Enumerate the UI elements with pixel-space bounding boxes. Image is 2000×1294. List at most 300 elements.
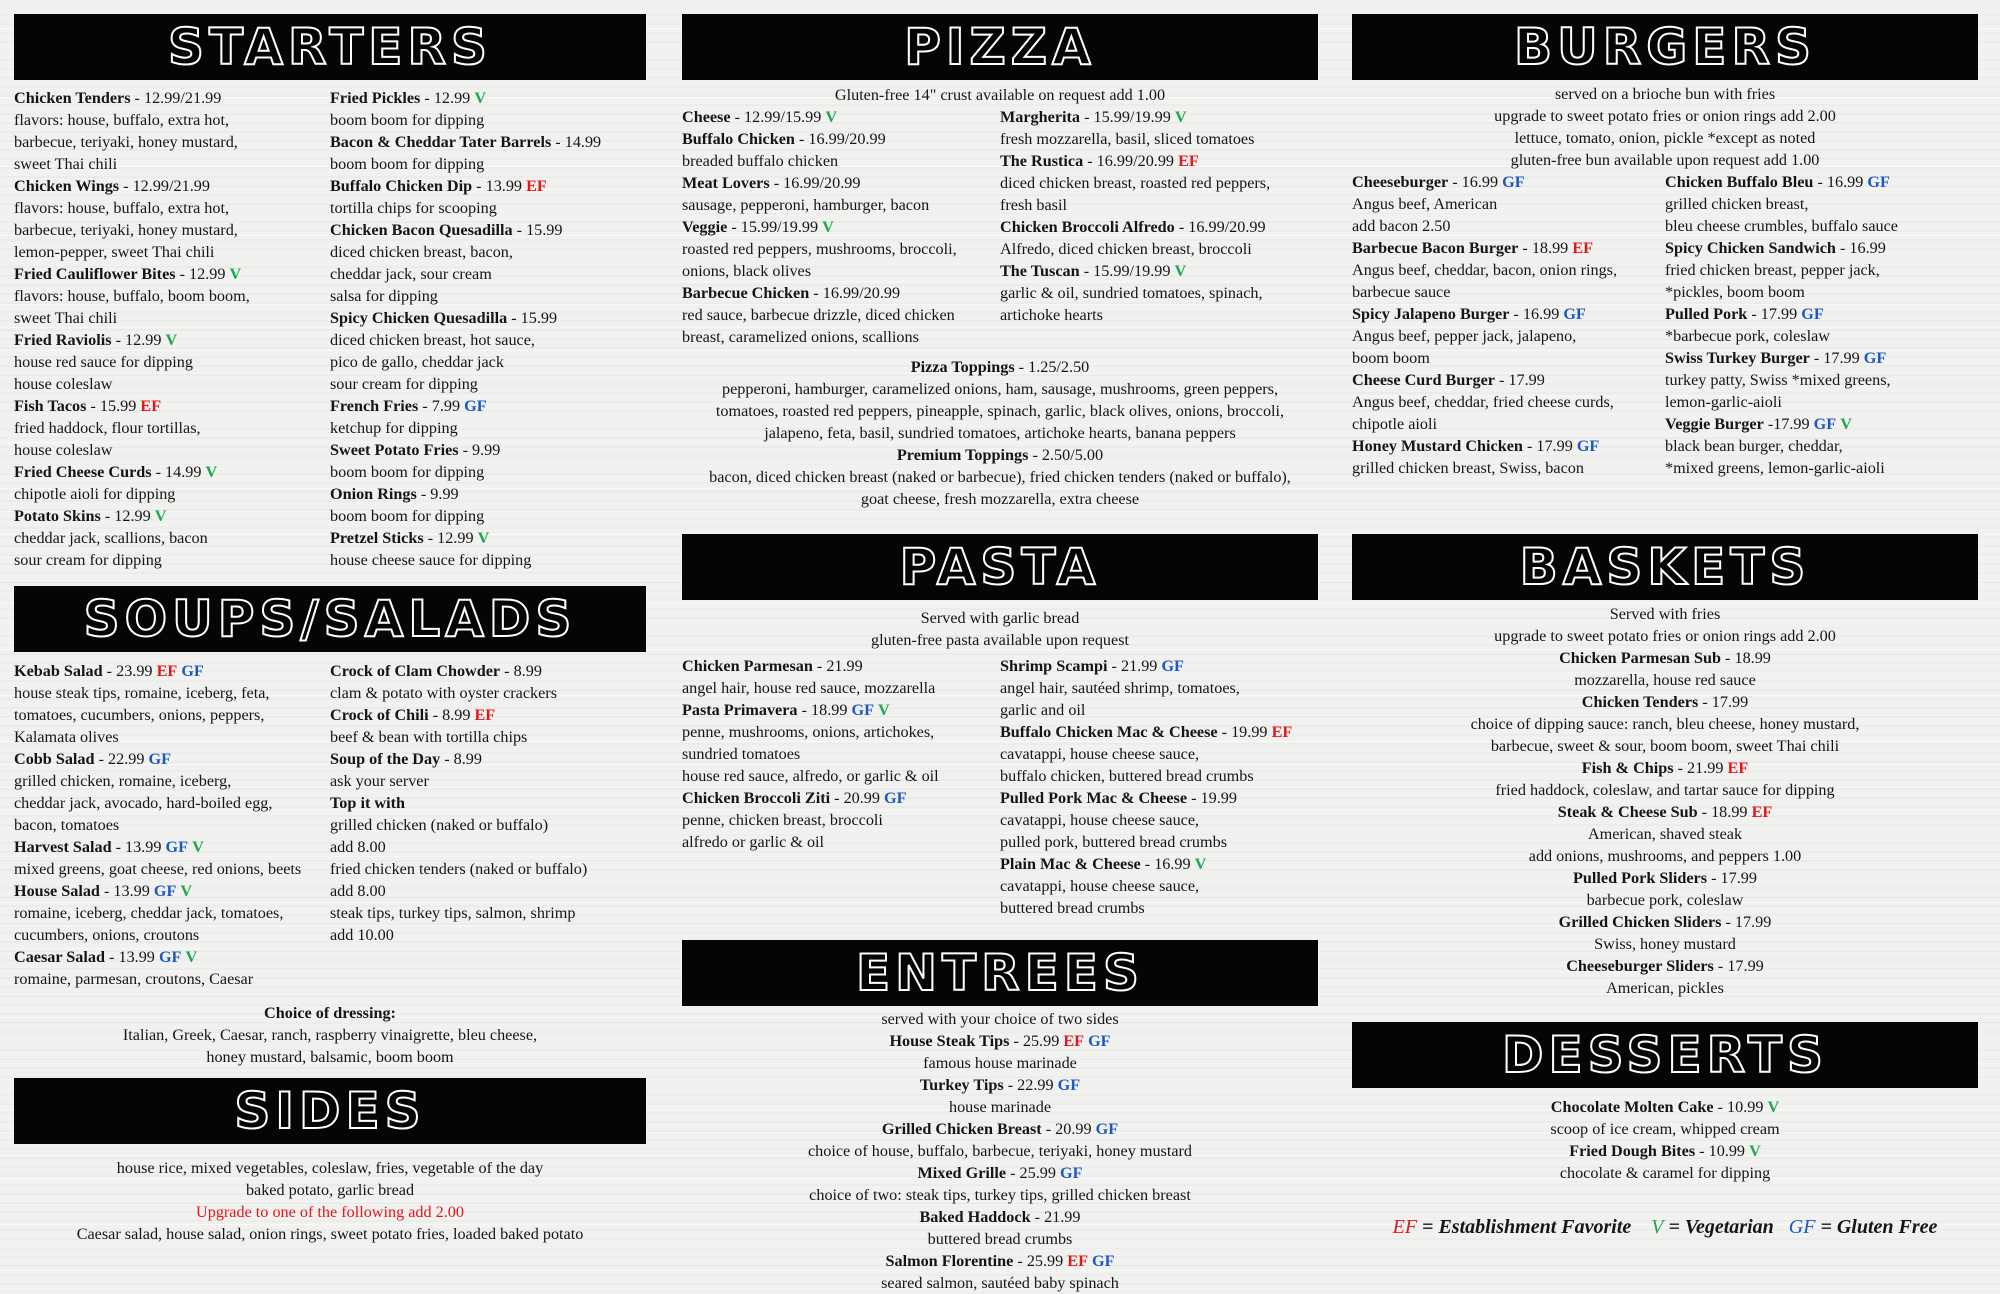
menu-item-description: flavors: house, buffalo, extra hot, [14, 111, 230, 129]
menu-item-price: - 16.99/20.99 [1174, 218, 1266, 236]
menu-item [1665, 303, 1978, 347]
menu-item-price: - 18.99 [1518, 239, 1569, 257]
menu-item-name: Grilled Chicken Sliders [1558, 913, 1722, 931]
menu-item-description: boom boom for dipping [330, 507, 485, 525]
menu-item [682, 128, 1000, 172]
menu-item [330, 219, 646, 307]
sides-upgrade-items: Caesar salad, house salad, onion rings, sweet potato fries, loaded baked potato [76, 1225, 584, 1243]
menu-item-price: - 16.99 [1448, 173, 1499, 191]
menu-item-heading [1665, 237, 1978, 259]
dietary-tag: V [878, 701, 890, 719]
starters-title: STARTERS [168, 18, 492, 76]
menu-item-description: onions, black olives [682, 262, 812, 280]
menu-item-heading [14, 505, 330, 527]
menu-item [1000, 150, 1318, 216]
dietary-tag: GF [1863, 349, 1887, 367]
menu-item-price: - 21.99 [812, 657, 863, 675]
dietary-tag: EF [140, 397, 162, 415]
menu-item-description: scoop of ice cream, whipped cream [1550, 1120, 1780, 1138]
menu-item-description: *mixed greens, lemon-garlic-aioli [1665, 459, 1885, 477]
menu-item-price: - 17.99 [1698, 693, 1749, 711]
menu-item-name: Veggie [682, 218, 728, 236]
menu-item-description: flavors: house, buffalo, extra hot, [14, 199, 230, 217]
menu-item-heading [330, 704, 646, 726]
pizza-section [682, 106, 1318, 348]
menu-item [682, 655, 1000, 699]
menu-item-heading [1352, 647, 1978, 669]
menu-item-description: house red sauce, alfredo, or garlic & oil [682, 767, 939, 785]
menu-item-name: Baked Haddock [919, 1208, 1031, 1226]
menu-item-name: Steak & Cheese Sub [1557, 803, 1698, 821]
menu-item-price: - 15.99 [86, 397, 137, 415]
dietary-tag: GF [1088, 1032, 1111, 1050]
menu-item-description: grilled chicken (naked or buffalo) [330, 816, 549, 834]
dietary-tag: GF [1801, 305, 1824, 323]
menu-item-heading [1352, 691, 1978, 713]
menu-item-price: - 8.99 [428, 706, 471, 724]
menu-item-price: - 23.99 [102, 662, 153, 680]
menu-item-name: Salmon Florentine [885, 1252, 1014, 1270]
menu-item [1352, 303, 1665, 369]
dietary-tag: GF [148, 750, 171, 768]
menu-item-description: buttered bread crumbs [927, 1230, 1073, 1248]
menu-item [682, 1030, 1318, 1074]
dietary-tag: EF [1067, 1252, 1088, 1270]
menu-item-name: House Salad [14, 882, 100, 900]
menu-item-description: house coleslaw [14, 441, 113, 459]
menu-item-heading [682, 655, 1000, 677]
menu-item-heading [14, 880, 330, 902]
menu-item [330, 704, 646, 748]
menu-item-description: American, pickles [1606, 979, 1724, 997]
menu-item-description: tomatoes, cucumbers, onions, peppers, [14, 706, 265, 724]
menu-item-description: chipotle aioli for dipping [14, 485, 176, 503]
menu-item [1665, 237, 1978, 303]
dietary-tag: V [822, 218, 834, 236]
dietary-tag: EF [474, 706, 496, 724]
menu-item-description: diced chicken breast, hot sauce, [330, 331, 535, 349]
dietary-tag: GF [165, 838, 189, 856]
desserts-title: DESSERTS [1502, 1026, 1828, 1084]
burgers-notes [1352, 83, 1978, 171]
dietary-tag: GF [158, 948, 182, 966]
menu-item [1352, 171, 1665, 237]
menu-item-price: - 21.99 [1107, 657, 1158, 675]
menu-item-price: - 20.99 [1041, 1120, 1092, 1138]
menu-item-price: - 7.99 [418, 397, 461, 415]
soups-left-list [14, 660, 330, 990]
menu-item-heading [14, 748, 330, 770]
menu-item-description: choice of house, buffalo, barbecue, teriyaki, honey mustard [807, 1142, 1193, 1160]
dietary-tag: GF [1502, 173, 1525, 191]
menu-item-description: lemon-pepper, sweet Thai chili [14, 243, 215, 261]
menu-item-description: house steak tips, romaine, iceberg, feta, [14, 684, 270, 702]
menu-item [14, 175, 330, 263]
premium-line: goat cheese, fresh mozzarella, extra cheese [860, 490, 1140, 508]
menu-item-heading [330, 395, 646, 417]
menu-item-description: sundried tomatoes [682, 745, 801, 763]
menu-item-description: famous house marinade [923, 1054, 1077, 1072]
menu-item-description: flavors: house, buffalo, boom boom, [14, 287, 250, 305]
menu-item [14, 946, 330, 990]
toppings-price: - 1.25/2.50 [1014, 358, 1090, 376]
dietary-tag: GF [851, 701, 874, 719]
menu-item-heading [330, 175, 646, 197]
menu-item-heading [1352, 303, 1665, 325]
menu-item-price: - 16.99 [1140, 855, 1191, 873]
menu-item-heading [682, 216, 1000, 238]
baskets-section [1352, 603, 1978, 999]
menu-item-heading [330, 748, 646, 770]
menu-item-description: add 8.00 [330, 838, 386, 856]
dietary-tag: V [192, 838, 204, 856]
menu-item-heading [682, 1250, 1318, 1272]
starters-left-list [14, 87, 330, 571]
menu-item-name: Barbecue Chicken [682, 284, 810, 302]
menu-item-price: - 12.99/21.99 [119, 177, 210, 195]
menu-item-name: Sweet Potato Fries [330, 441, 459, 459]
menu-item [330, 792, 646, 946]
burgers-note: lettuce, tomato, onion, pickle *except as noted [1514, 129, 1816, 147]
menu-item-name: Meat Lovers [682, 174, 770, 192]
entrees-section [682, 1008, 1318, 1294]
menu-item [330, 527, 646, 571]
menu-item-heading [1352, 911, 1978, 933]
dietary-tag: V [1749, 1142, 1761, 1160]
menu-item-heading [1352, 237, 1665, 259]
menu-item [14, 880, 330, 946]
menu-item [14, 87, 330, 175]
starters-section [14, 87, 646, 571]
menu-item-name: Chicken Parmesan [682, 657, 813, 675]
menu-item [330, 483, 646, 527]
menu-item-description: cucumbers, onions, croutons [14, 926, 200, 944]
baskets-banner [1352, 534, 1978, 600]
menu-item-name: Chocolate Molten Cake [1550, 1098, 1714, 1116]
menu-item-heading [1352, 369, 1665, 391]
menu-item-price: - 13.99 [111, 838, 162, 856]
burgers-left-list [1352, 171, 1665, 479]
menu-item-price: - 12.99 [420, 89, 471, 107]
menu-item-description: boom boom for dipping [330, 111, 485, 129]
burgers-section [1352, 171, 1978, 479]
menu-item-name: French Fries [330, 397, 419, 415]
menu-item-name: Harvest Salad [14, 838, 112, 856]
menu-item-name: Cheese [682, 108, 731, 126]
menu-item-description: diced chicken breast, roasted red peppers, [1000, 174, 1271, 192]
menu-item [682, 1250, 1318, 1294]
menu-item-heading [330, 219, 646, 241]
menu-item [1000, 787, 1318, 853]
menu-item-name: Cobb Salad [14, 750, 95, 768]
menu-item-description: bacon, tomatoes [14, 816, 120, 834]
menu-item-description: pico de gallo, cheddar jack [330, 353, 504, 371]
menu-item-name: Margherita [1000, 108, 1081, 126]
pizza-right-list [1000, 106, 1318, 348]
menu-item [1665, 171, 1978, 237]
menu-item-name: Chicken Broccoli Ziti [682, 789, 831, 807]
menu-item [1352, 647, 1978, 691]
menu-item [682, 787, 1000, 853]
menu-item-price: - 10.99 [1695, 1142, 1746, 1160]
dietary-tag: V [185, 948, 198, 966]
menu-item-heading [14, 946, 330, 968]
menu-item-description: grilled chicken breast, [1665, 195, 1809, 213]
menu-item-price: - 13.99 [472, 177, 523, 195]
menu-item-description: house red sauce for dipping [14, 353, 193, 371]
menu-item-name: Pulled Pork Sliders [1573, 869, 1708, 887]
sides-line: baked potato, garlic bread [245, 1181, 415, 1199]
menu-item [682, 216, 1000, 282]
dietary-tag: V [1767, 1098, 1780, 1116]
burgers-note: served on a brioche bun with fries [1554, 85, 1776, 103]
menu-item-description: beef & bean with tortilla chips [330, 728, 528, 746]
menu-item-description: grilled chicken breast, Swiss, bacon [1352, 459, 1584, 477]
menu-item [14, 329, 330, 395]
menu-item [1665, 347, 1978, 413]
menu-item-price: - 16.99/20.99 [809, 284, 901, 302]
menu-item-description: black bean burger, cheddar, [1665, 437, 1843, 455]
entrees-note: served with your choice of two sides [881, 1010, 1119, 1028]
menu-item-heading [682, 1206, 1318, 1228]
dietary-tag: GF [1060, 1164, 1083, 1182]
burgers-note: gluten-free bun available upon request add 1.00 [1510, 151, 1820, 169]
menu-item [1352, 1096, 1978, 1140]
menu-item-name: Spicy Jalapeno Burger [1352, 305, 1510, 323]
menu-item-description: add 10.00 [330, 926, 394, 944]
starters-banner [14, 14, 646, 80]
menu-item-heading [1000, 150, 1318, 172]
pizza-left-list [682, 106, 1000, 348]
menu-item-heading [1000, 721, 1318, 743]
menu-item-description: barbecue, sweet & sour, boom boom, sweet Thai chili [1490, 737, 1840, 755]
menu-item-name: Chicken Tenders [1581, 693, 1699, 711]
menu-item-name: Chicken Parmesan Sub [1559, 649, 1721, 667]
menu-item-description: romaine, iceberg, cheddar jack, tomatoes, [14, 904, 284, 922]
legend [1352, 1216, 1978, 1239]
menu-item-description: barbecue sauce [1352, 283, 1451, 301]
menu-item-description: house coleslaw [14, 375, 113, 393]
menu-item-heading [1352, 867, 1978, 889]
menu-item-heading [682, 172, 1000, 194]
dietary-tag: GF [1576, 437, 1600, 455]
dietary-tag: EF [1727, 759, 1749, 777]
menu-item [330, 748, 646, 792]
menu-item-price: -17.99 [1763, 415, 1810, 433]
menu-item-description: garlic and oil [1000, 701, 1086, 719]
dietary-tag: V [1840, 415, 1852, 433]
menu-item-name: Chicken Buffalo Bleu [1665, 173, 1814, 191]
menu-item-name: Mixed Grille [917, 1164, 1007, 1182]
menu-item-price: - 17.99 [1522, 437, 1573, 455]
menu-item-price: - 14.99 [551, 133, 602, 151]
menu-item-heading [1352, 435, 1665, 457]
menu-item-heading [1665, 303, 1978, 325]
dietary-tag: GF [1563, 305, 1586, 323]
menu-item [14, 836, 330, 880]
menu-item [1000, 655, 1318, 721]
baskets-title: BASKETS [1519, 538, 1811, 596]
dressing-line: honey mustard, balsamic, boom boom [206, 1048, 454, 1066]
menu-item-name: Veggie Burger [1665, 415, 1764, 433]
menu-item-description: penne, chicken breast, broccoli [682, 811, 883, 829]
pasta-note: gluten-free pasta available upon request [871, 631, 1129, 649]
menu-item-price: - 13.99 [99, 882, 150, 900]
menu-item-description: ask your server [330, 772, 429, 790]
menu-item-price: - 18.99 [1697, 803, 1748, 821]
burgers-note: upgrade to sweet potato fries or onion rings add 2.00 [1494, 107, 1836, 125]
menu-item-description: turkey patty, Swiss *mixed greens, [1665, 371, 1891, 389]
dietary-tag: V [180, 882, 193, 900]
dietary-tag: GF [1095, 1120, 1119, 1138]
menu-item-name: Bacon & Cheddar Tater Barrels [330, 133, 552, 151]
dietary-tag: V [1174, 262, 1187, 280]
toppings-line: jalapeno, feta, basil, sundried tomatoes, artichoke hearts, banana peppers [764, 424, 1236, 442]
menu-item-price: - 22.99 [94, 750, 145, 768]
menu-item-description: angel hair, sautéed shrimp, tomatoes, [1000, 679, 1240, 697]
menu-item-description: add bacon 2.50 [1352, 217, 1451, 235]
menu-item-heading [1352, 1140, 1978, 1162]
menu-item-description: salsa for dipping [330, 287, 438, 305]
menu-item-name: Pretzel Sticks [330, 529, 424, 547]
menu-item-heading [14, 329, 330, 351]
menu-item [14, 263, 330, 329]
menu-item-name: Barbecue Bacon Burger [1352, 239, 1519, 257]
menu-item [330, 439, 646, 483]
menu-item-description: penne, mushrooms, onions, artichokes, [682, 723, 935, 741]
menu-item-description: chocolate & caramel for dipping [1559, 1164, 1771, 1182]
baskets-note: upgrade to sweet potato fries or onion rings add 2.00 [1494, 627, 1836, 645]
menu-item-name: Grilled Chicken Breast [881, 1120, 1042, 1138]
sides-section [14, 1157, 646, 1245]
menu-item [1352, 955, 1978, 999]
menu-item-name: Swiss Turkey Burger [1665, 349, 1810, 367]
pasta-note: Served with garlic bread [920, 609, 1080, 627]
menu-item-description: mozzarella, house red sauce [1574, 671, 1756, 689]
menu-item [682, 699, 1000, 787]
menu-item-price: - 16.99/20.99 [1083, 152, 1175, 170]
menu-item-description: fried haddock, coleslaw, and tartar sauce for dipping [1495, 781, 1835, 799]
menu-item-name: Fish & Chips [1581, 759, 1674, 777]
menu-item-price: - 8.99 [440, 750, 482, 768]
menu-item-heading [682, 787, 1000, 809]
menu-item-description: alfredo or garlic & oil [682, 833, 825, 851]
menu-item-heading [1000, 655, 1318, 677]
menu-item-heading [330, 660, 646, 682]
sides-banner [14, 1078, 646, 1144]
menu-item-name: Buffalo Chicken [682, 130, 795, 148]
menu-item-description: angel hair, house red sauce, mozzarella [682, 679, 936, 697]
menu-item-description: breast, caramelized onions, scallions [682, 328, 919, 346]
menu-item-description: lemon-garlic-aioli [1665, 393, 1782, 411]
menu-item [330, 175, 646, 219]
menu-item-name: Pulled Pork [1665, 305, 1748, 323]
menu-item-heading [330, 131, 646, 153]
menu-item-heading [14, 395, 330, 417]
dietary-tag: V [205, 463, 218, 481]
menu-item-description: sweet Thai chili [14, 309, 118, 327]
legend-gf-text: = Gluten Free [1815, 1216, 1938, 1238]
menu-item-name: Turkey Tips [919, 1076, 1004, 1094]
legend-gf-tag: GF [1788, 1216, 1816, 1238]
menu-item-price: - 16.99 [1813, 173, 1864, 191]
legend-v-tag: V [1651, 1216, 1664, 1238]
menu-item-description: house cheese sauce for dipping [330, 551, 532, 569]
menu-item-description: seared salmon, sautéed baby spinach [881, 1274, 1119, 1292]
menu-item-description: fried chicken breast, pepper jack, [1665, 261, 1880, 279]
premium-name: Premium Toppings [896, 446, 1029, 464]
menu-item-name: Fried Cauliflower Bites [14, 265, 176, 283]
menu-item-heading [682, 699, 1000, 721]
menu-item-price: - 25.99 [1009, 1032, 1060, 1050]
menu-item-price: - 15.99/19.99 [727, 218, 819, 236]
menu-item-heading [14, 461, 330, 483]
menu-item-name: Crock of Clam Chowder [330, 662, 501, 680]
sides-upgrade: Upgrade to one of the following add 2.00 [196, 1203, 464, 1221]
dietary-tag: GF [1813, 415, 1837, 433]
menu-item-price: - 10.99 [1713, 1098, 1764, 1116]
menu-item-description: fried haddock, flour tortillas, [14, 419, 201, 437]
menu-item-description: choice of two: steak tips, turkey tips, grilled chicken breast [809, 1186, 1191, 1204]
column-right [1352, 0, 1978, 1238]
menu-item-description: mixed greens, goat cheese, red onions, beets [14, 860, 302, 878]
menu-item-name: Chicken Broccoli Alfredo [1000, 218, 1175, 236]
menu-item-heading [1352, 757, 1978, 779]
menu-item [330, 131, 646, 175]
menu-item [1352, 867, 1978, 911]
menu-item-description: add 8.00 [330, 882, 386, 900]
menu-item-price: - 18.99 [1721, 649, 1771, 667]
menu-item-name: Potato Skins [14, 507, 101, 525]
menu-item-price: - 12.99 [111, 331, 162, 349]
menu-item-price: - 17.99 [1809, 349, 1860, 367]
menu-item-price: - 17.99 [1707, 869, 1757, 887]
menu-item-heading [1665, 171, 1978, 193]
menu-item-price: - 21.99 [1030, 1208, 1081, 1226]
pasta-banner [682, 534, 1318, 600]
baskets-note: Served with fries [1609, 605, 1721, 623]
toppings-line: pepperoni, hamburger, caramelized onions, ham, sausage, mushrooms, green peppers, [721, 380, 1278, 398]
dietary-tag: EF [526, 177, 547, 195]
menu-item-description: pulled pork, buttered bread crumbs [1000, 833, 1228, 851]
menu-item-name: The Tuscan [1000, 262, 1080, 280]
menu-item-name: House Steak Tips [889, 1032, 1010, 1050]
menu-item-name: Fried Dough Bites [1569, 1142, 1696, 1160]
menu-item-price: - 15.99/19.99 [1080, 108, 1171, 126]
menu-item-heading [682, 1030, 1318, 1052]
menu-item-description: barbecue pork, coleslaw [1586, 891, 1744, 909]
menu-item-price: - 21.99 [1673, 759, 1724, 777]
menu-item-name: Fried Cheese Curds [14, 463, 152, 481]
menu-item [14, 748, 330, 836]
menu-item [1000, 216, 1318, 260]
menu-item-description: cavatappi, house cheese sauce, [1000, 877, 1200, 895]
menu-item-price: - 9.99 [458, 441, 501, 459]
menu-item-heading [14, 87, 330, 109]
menu-item-name: Chicken Bacon Quesadilla [330, 221, 513, 239]
menu-item-price: - 12.99/21.99 [130, 89, 222, 107]
menu-item-heading [1665, 413, 1978, 435]
pasta-notes [682, 607, 1318, 651]
menu-item-description: American, shaved steak [1587, 825, 1743, 843]
pasta-section [682, 655, 1318, 919]
menu-item-heading [682, 106, 1000, 128]
menu-item-heading [14, 175, 330, 197]
menu-item-description: grilled chicken, romaine, iceberg, [14, 772, 232, 790]
menu-item-description: cavatappi, house cheese sauce, [1000, 811, 1200, 829]
dressing-section [14, 1002, 646, 1068]
dietary-tag: V [1174, 108, 1187, 126]
